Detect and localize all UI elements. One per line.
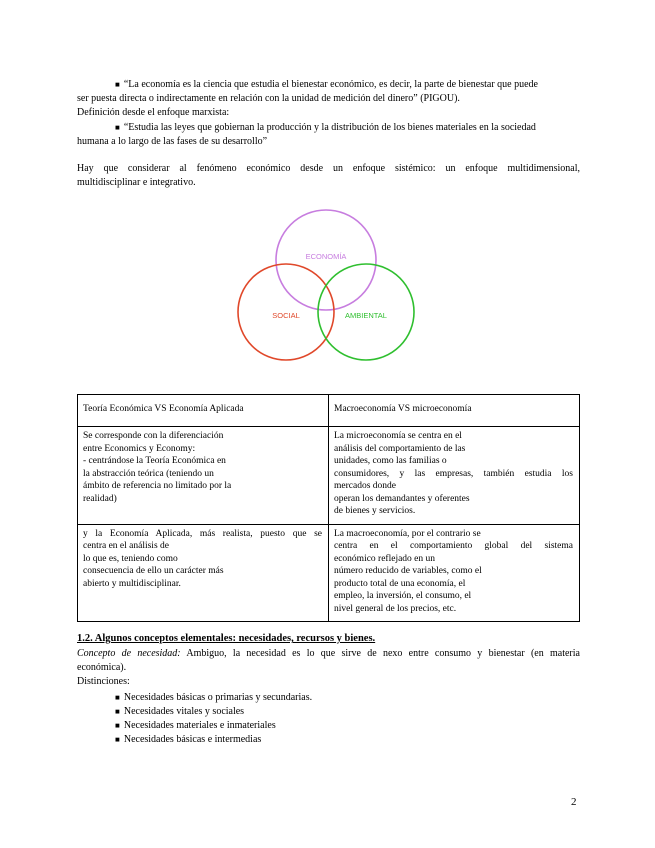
list-item: ■ Necesidades básicas o primarias y secundarias. [115,691,312,704]
cell-line: y la Economía Aplicada, más realista, puesto que se [83,528,322,539]
venn-label-economia: ECONOMÍA [305,252,347,261]
cell-line: mercados donde [334,481,396,491]
quote-pigou-line1: ■ “La economía es la ciencia que estudia el bienestar económico, es decir, la parte de bienestar que puede [115,78,585,91]
cell-line: producto total de una economía, el [334,578,466,589]
cell-line: nivel general de los precios, etc. [334,603,457,614]
list-item: ■ Necesidades básicas e intermedias [115,733,261,746]
cell-line: La macroeconomía, por el contrario se [334,528,481,539]
cell-line: análisis del comportamiento de las [334,443,466,454]
cell-line: consumidores, y las empresas, también estudia los [334,468,573,479]
cell-line: la abstracción teórica (teniendo un [83,468,214,479]
cell-line: número reducido de variables, como el [334,566,482,576]
section-heading: 1.2. Algunos conceptos elementales: necesidades, recursos y bienes. [77,633,376,644]
table-row [78,524,580,622]
cell-line: - centrándose la Teoría Económica en [83,456,226,466]
page-number: 2 [571,796,577,808]
cell-line: ámbito de referencia no limitado por la [83,481,232,491]
quote-marxist-line2: humana a lo largo de las fases de su desarrollo” [77,136,268,147]
venn-label-ambiental: AMBIENTAL [345,311,387,320]
venn-label-social: SOCIAL [272,311,300,320]
distinctions-label: Distinciones: [77,676,130,687]
cell-line: unidades, como las familias o [334,456,447,466]
marxist-heading: Definición desde el enfoque marxista: [77,107,230,118]
quote-marxist-line1: ■ “Estudia las leyes que gobiernan la producción y la distribución de los bienes materiales en la sociedad [115,121,585,134]
cell-line: centra en el comportamiento global del sistema [334,541,573,551]
cell-line: abierto y multidisciplinar. [83,578,181,589]
cell-line: entre Economics y Economy: [83,443,196,454]
cell-line: de bienes y servicios. [334,506,416,516]
cell-line: Se corresponde con la diferenciación [83,431,224,441]
table-cell-macro [329,524,580,622]
concept-label: Concepto de necesidad: [77,648,181,659]
systemic-paragraph-line2: multidisciplinar e integrativo. [77,177,196,188]
cell-line: La microeconomía se centra en el [334,431,462,441]
concept-text: Ambiguo, la necesidad es lo que sirve de nexo entre consumo y bienestar (en materia [180,648,580,659]
cell-line: consecuencia de ello un carácter más [83,566,224,576]
systemic-paragraph-line1: Hay que considerar al fenómeno económico desde un enfoque sistémico: un enfoque multidimensional, [77,163,580,174]
list-item: ■ Necesidades materiales e inmateriales [115,719,276,732]
table-cell-teoria [78,427,329,525]
cell-line: centra en el análisis de [83,541,169,551]
cell-line: lo que es, teniendo como [83,553,178,564]
venn-diagram [230,205,430,365]
table-row [78,427,580,525]
table-cell-aplicada [78,524,329,622]
cell-line: económico reflejado en un [334,553,436,564]
cell-line: operan los demandantes y oferentes [334,493,470,504]
concept-paragraph-line2: económica). [77,662,127,673]
table-header-row [78,395,580,427]
quote-pigou-line2: ser puesta directa o indirectamente en relación con la unidad de medición del dinero” (PIGOU). [77,93,460,104]
concept-paragraph-line1 [77,647,580,660]
table-header-cell: Teoría Económica VS Economía Aplicada [78,395,329,427]
comparison-table [77,394,580,622]
table-cell-micro [329,427,580,525]
cell-line: realidad) [83,493,117,504]
table-header-cell: Macroeconomía VS microeconomía [329,395,580,427]
list-item: ■ Necesidades vitales y sociales [115,705,244,718]
cell-line: empleo, la inversión, el consumo, el [334,591,472,601]
